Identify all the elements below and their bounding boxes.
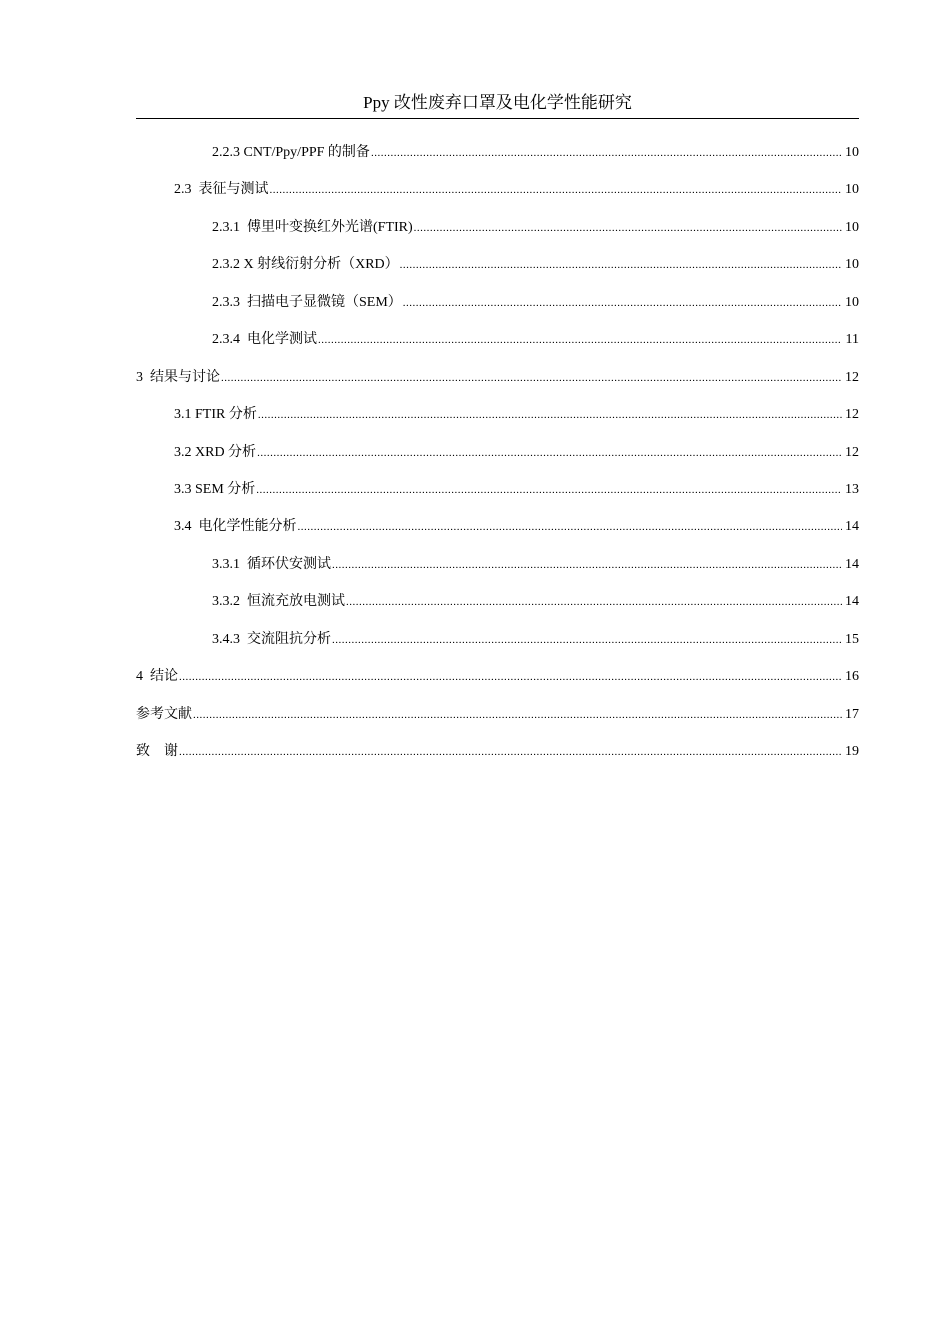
toc-entry-label: 3.3 SEM 分析 bbox=[174, 481, 256, 497]
toc-entry[interactable] bbox=[136, 630, 859, 667]
toc-entry-label: 3.3.2 恒流充放电测试 bbox=[212, 594, 345, 610]
toc-entry[interactable] bbox=[136, 742, 859, 779]
toc-entry[interactable] bbox=[136, 480, 859, 517]
toc-entry[interactable] bbox=[136, 255, 859, 292]
toc-entry-label: 3.4 电化学性能分析 bbox=[174, 519, 297, 535]
toc-entry-label: 3 结果与讨论 bbox=[136, 369, 220, 385]
toc-dot-leader bbox=[318, 330, 842, 350]
toc-entry-page-number: 11 bbox=[845, 332, 859, 348]
toc-entry[interactable] bbox=[136, 517, 859, 554]
toc-entry[interactable] bbox=[136, 555, 859, 592]
toc-dot-leader bbox=[371, 143, 842, 163]
toc-entry-page-number: 12 bbox=[845, 369, 859, 385]
toc-entry-label: 2.3 表征与测试 bbox=[174, 182, 269, 198]
table-of-contents bbox=[136, 143, 859, 779]
toc-entry-page-number: 12 bbox=[845, 444, 859, 460]
toc-entry-label: 致 谢 bbox=[136, 744, 178, 759]
toc-entry-page-number: 19 bbox=[845, 744, 859, 759]
toc-entry[interactable] bbox=[136, 592, 859, 629]
toc-entry-label: 4 结论 bbox=[136, 669, 178, 685]
toc-entry-page-number: 15 bbox=[845, 631, 859, 647]
toc-entry-label: 2.2.3 CNT/Ppy/PPF 的制备 bbox=[212, 145, 370, 160]
toc-dot-leader bbox=[179, 667, 842, 687]
toc-entry[interactable] bbox=[136, 667, 859, 704]
toc-entry-label: 2.3.2 X 射线衍射分析（XRD） bbox=[212, 257, 399, 273]
toc-entry[interactable] bbox=[136, 218, 859, 255]
toc-entry-label: 参考文献 bbox=[136, 706, 192, 722]
toc-dot-leader bbox=[221, 368, 842, 388]
toc-entry-label: 2.3.3 扫描电子显微镜（SEM） bbox=[212, 294, 402, 310]
toc-entry-page-number: 16 bbox=[845, 669, 859, 685]
toc-entry-page-number: 14 bbox=[845, 594, 859, 610]
toc-entry[interactable] bbox=[136, 443, 859, 480]
toc-dot-leader bbox=[179, 742, 842, 762]
toc-entry[interactable] bbox=[136, 405, 859, 442]
toc-entry[interactable] bbox=[136, 368, 859, 405]
toc-entry-label: 3.4.3 交流阻抗分析 bbox=[212, 631, 331, 647]
toc-dot-leader bbox=[403, 293, 842, 313]
toc-entry-page-number: 10 bbox=[845, 219, 859, 235]
toc-entry[interactable] bbox=[136, 705, 859, 742]
toc-dot-leader bbox=[298, 517, 843, 537]
toc-dot-leader bbox=[414, 218, 842, 238]
page-header-title: Ppy 改性废弃口罩及电化学性能研究 bbox=[363, 93, 632, 112]
toc-dot-leader bbox=[400, 255, 842, 275]
toc-entry[interactable] bbox=[136, 330, 859, 367]
toc-entry-page-number: 13 bbox=[845, 481, 859, 497]
toc-entry-label: 2.3.4 电化学测试 bbox=[212, 332, 317, 348]
toc-dot-leader bbox=[332, 555, 842, 575]
toc-entry-label: 3.1 FTIR 分析 bbox=[174, 407, 257, 423]
toc-entry-page-number: 10 bbox=[845, 294, 859, 310]
toc-entry-page-number: 14 bbox=[845, 519, 859, 535]
toc-dot-leader bbox=[257, 443, 842, 463]
toc-entry-label: 3.3.1 循环伏安测试 bbox=[212, 556, 331, 572]
toc-entry-page-number: 14 bbox=[845, 556, 859, 572]
toc-dot-leader bbox=[346, 592, 842, 612]
header-divider bbox=[136, 118, 859, 119]
toc-dot-leader bbox=[193, 705, 842, 725]
toc-entry[interactable] bbox=[136, 293, 859, 330]
toc-dot-leader bbox=[332, 630, 842, 650]
toc-entry-label: 3.2 XRD 分析 bbox=[174, 444, 257, 460]
toc-dot-leader bbox=[256, 480, 842, 500]
toc-entry-label: 2.3.1 傅里叶变换红外光谱(FTIR) bbox=[212, 219, 413, 235]
toc-dot-leader bbox=[270, 180, 843, 200]
toc-entry-page-number: 10 bbox=[845, 145, 859, 160]
toc-entry-page-number: 12 bbox=[845, 407, 859, 423]
toc-entry-page-number: 10 bbox=[845, 182, 859, 198]
toc-entry[interactable] bbox=[136, 143, 859, 180]
toc-entry-page-number: 17 bbox=[845, 706, 859, 722]
toc-entry[interactable] bbox=[136, 180, 859, 217]
toc-dot-leader bbox=[258, 405, 842, 425]
toc-entry-page-number: 10 bbox=[845, 257, 859, 273]
